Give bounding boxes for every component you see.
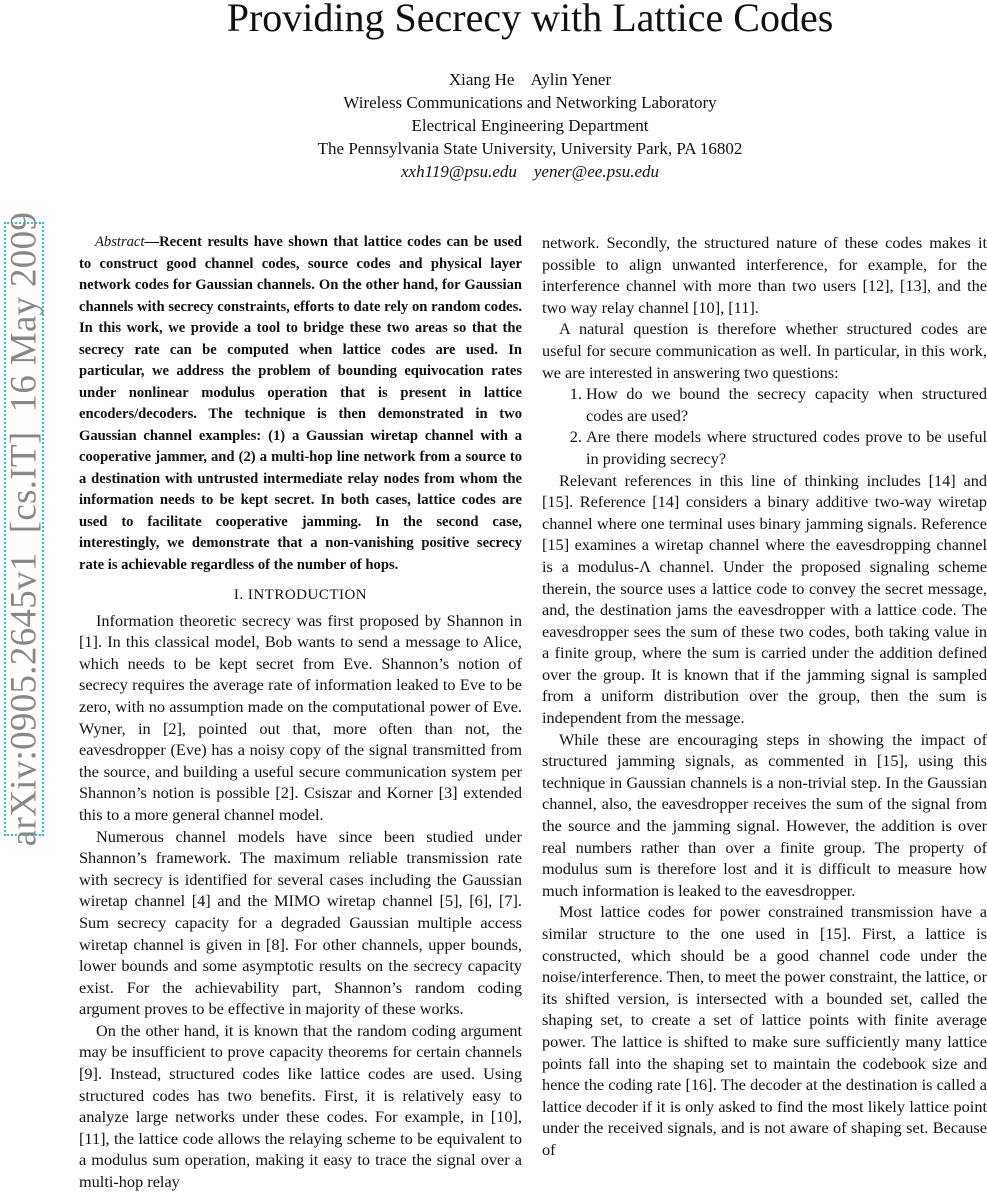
paragraph: Most lattice codes for power constrained transmission have a similar structure to the one used in [15]. First, a lattice is constructed, which should be a good channel code under the noise/interference. Then, to meet the power constraint, the lattice, or its shifted version, is intersected with a bounded set, called the shaping set, to create a set of lattice points with finite average power. The lattice is shifted to make sure sufficiently many lattice points fall into the shaping set to maintain the codebook size and hence the coding rate [16]. The decoder at the destination is called a lattice decoder if it is only asked to find the most likely lattice point under the received signals, and is not aware of shaping set. Because of [542, 902, 987, 1159]
author-emails: xxh119@psu.edu yener@ee.psu.edu [400, 162, 660, 181]
abstract [79, 232, 522, 576]
abstract-text: —Recent results have shown that lattice codes can be used to construct good channel codes, source codes and physical layer network codes for Gaussian channels. On the other hand, for Gaussian channels with secrecy constraints, efforts to date rely on random codes. In this work, we provide a tool to bridge these two areas so that the secrecy rate can be computed when lattice codes are used. In particular, we address the problem of bounding equivocation rates under nonlinear modulus operation that is present in lattice encoders/decoders. The technique is then demonstrated in two Gaussian channel examples: (1) a Gaussian wiretap channel with a cooperative jammer, and (2) a multi-hop line network from a source to a destination with untrusted intermediate relay nodes from whom the information needs to be kept secret. In both cases, lattice codes are used to facilitate cooperative jamming. In the second case, interestingly, we demonstrate that a non-vanishing positive secrecy rate is achievable regardless of the number of hops. [79, 234, 522, 573]
left-column [79, 232, 522, 1193]
section-heading: I. INTRODUCTION [233, 587, 368, 603]
paragraph: Relevant references in this line of thinking includes [14] and [15]. Reference [14] considers a binary additive two-way wiretap channel where one terminal uses binary jamming signals. Reference [15] examines a wiretap channel where the eavesdropping channel is a modulus-Λ channel. Under the proposed signaling scheme therein, the source uses a lattice code to convey the secret message, and, the destination jams the eavesdropper with a lattice code. The eavesdropper sees the sum of these two codes, both taking value in a finite group, where the sum is carried under the addition defined over the group. It is known that if the jamming signal is sampled from a uniform distribution over the group, then the sum is independent from the message. [542, 470, 987, 728]
abstract-label: Abstract [95, 234, 145, 250]
paragraph: On the other hand, it is known that the random coding argument may be insufficient to prove capacity theorems for certain channels [9]. Instead, structured codes like lattice codes are used. Using structured codes has two benefits. First, it is relatively easy to analyze large networks under these codes. For example, in [10], [11], the lattice code allows the relaying scheme to be equivalent to a modulus sum operation, making it easy to trace the signal over a multi-hop relay [79, 1020, 522, 1192]
author-dept: Electrical Engineering Department [411, 116, 649, 135]
author-block [0, 68, 987, 183]
arxiv-id: arXiv:0905.2645v1 [cs.IT] 16 May 2009 [3, 211, 45, 847]
paragraph: Information theoretic secrecy was first proposed by Shannon in [1]. In this classical model, Bob wants to send a message to Alice, which needs to be kept secret from Eve. Shannon’s notion of secrecy requires the average rate of information leaked to Eve to be zero, with no assumption made on the computational power of Eve. Wyner, in [2], pointed out that, more often than not, the eavesdropper (Eve) has a noisy copy of the signal transmitted from the source, and building a useful secure communication system per Shannon’s notion is possible [2]. Csiszar and Korner [3] extended this to a more general channel model. [79, 610, 522, 824]
paragraph: While these are encouraging steps in showing the impact of structured jamming signals, as commented in [15], using this technique in Gaussian channels is a non-trivial step. In the Gaussian channel, also, the eavesdropper receives the sum of the signal from the source and the jamming signal. However, the addition is over real numbers rather than over a finite group. The property of modulus sum is therefore lost and it is difficult to measure how much information is leaked to the eavesdropper. [542, 729, 987, 900]
author-names: Xiang He Aylin Yener [448, 70, 612, 89]
question-item: 2. Are there models where structured codes prove to be useful in providing secrecy? [586, 426, 987, 469]
paper-title: Providing Secrecy with Lattice Codes [226, 0, 834, 40]
paragraph: Numerous channel models have since been studied under Shannon’s framework. The maximum reliable transmission rate with secrecy is identified for several cases including the Gaussian wiretap channel [4] and the MIMO wiretap channel [5], [6], [7]. Sum secrecy capacity for a degraded Gaussian multiple access wiretap channel is given in [8]. For other channels, upper bounds, lower bounds and some asymptotic results on the secrecy capacity exist. For the achievability part, Shannon’s random coding argument proves to be effective in majority of these works. [79, 826, 522, 1019]
right-column [542, 232, 987, 1161]
paragraph: network. Secondly, the structured nature of these codes makes it possible to align unwanted interference, for example, for the interference channel with more than two users [12], [13], and the two way relay channel [10], [11]. [542, 233, 987, 317]
arxiv-stamp[interactable] [3, 211, 45, 847]
paragraph: A natural question is therefore whether structured codes are useful for secure communication as well. In particular, in this work, we are interested in answering two questions: [542, 319, 987, 382]
question-list [542, 383, 987, 469]
question-item: 1. How do we bound the secrecy capacity when structured codes are used? [586, 383, 987, 426]
author-lab: Wireless Communications and Networking Laboratory [343, 93, 717, 112]
author-university: The Pennsylvania State University, University Park, PA 16802 [317, 139, 743, 158]
